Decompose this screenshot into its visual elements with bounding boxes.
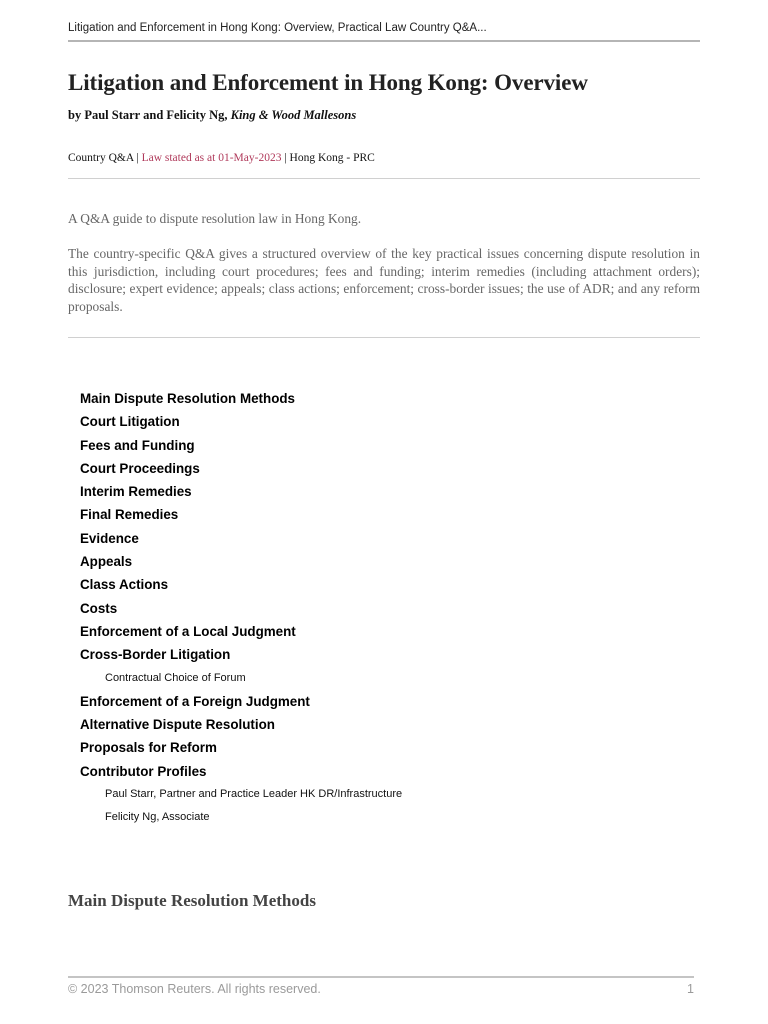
byline — [68, 108, 356, 123]
toc-item[interactable]: Court Litigation — [80, 414, 180, 430]
toc-item[interactable]: Enforcement of a Local Judgment — [80, 623, 296, 639]
byline-authors: by Paul Starr and Felicity Ng, — [68, 108, 231, 122]
meta-separator: | — [281, 152, 290, 164]
toc-item[interactable]: Evidence — [80, 530, 139, 546]
toc-item[interactable]: Main Dispute Resolution Methods — [80, 391, 295, 406]
footer-page-number: 1 — [687, 982, 694, 996]
meta-jurisdiction: Hong Kong - PRC — [289, 152, 375, 164]
toc-item[interactable]: Court Proceedings — [80, 460, 200, 476]
table-of-contents — [80, 387, 402, 830]
toc-item[interactable]: Proposals for Reform — [80, 740, 217, 756]
toc-subitem[interactable]: Felicity Ng, Associate — [105, 811, 210, 824]
running-header-title: Litigation and Enforcement in Hong Kong: Overview, Practical Law Country Q&A... — [68, 22, 700, 42]
toc-item[interactable]: Cross-Border Litigation — [80, 647, 231, 663]
section-heading: Main Dispute Resolution Methods — [68, 891, 316, 910]
toc-item[interactable]: Enforcement of a Foreign Judgment — [80, 693, 310, 709]
toc-subitem[interactable]: Paul Starr, Partner and Practice Leader HK DR/Infrastructure — [105, 788, 403, 801]
meta-type: Country Q&A — [68, 152, 134, 164]
toc-item[interactable]: Alternative Dispute Resolution — [80, 717, 275, 733]
toc-item[interactable]: Costs — [80, 600, 118, 616]
toc-item[interactable]: Fees and Funding — [80, 437, 195, 453]
intro-summary: A Q&A guide to dispute resolution law in Hong Kong. — [68, 211, 362, 226]
intro-divider — [68, 337, 700, 338]
page-footer — [68, 976, 694, 996]
toc-item[interactable]: Final Remedies — [80, 507, 179, 523]
meta-law-stated[interactable]: Law stated as at 01-May-2023 — [141, 152, 282, 164]
intro-description: The country-specific Q&A gives a structured overview of the key practical issues concerning dispute resolution in this jurisdiction, including court procedures; fees and funding; interim remedies (including attachment orders); disclosure; expert evidence; appeals; class actions; enforcement; cross-border issues; the use of ADR; and any reform proposals. — [68, 245, 700, 315]
toc-subitem[interactable]: Contractual Choice of Forum — [105, 671, 246, 684]
footer-copyright: © 2023 Thomson Reuters. All rights reserved. — [68, 982, 321, 996]
toc-item[interactable]: Appeals — [80, 554, 133, 570]
meta-separator: | — [133, 152, 142, 164]
document-meta — [68, 152, 700, 179]
byline-firm: King & Wood Mallesons — [230, 108, 357, 122]
intro — [68, 210, 700, 316]
toc-item[interactable]: Contributor Profiles — [80, 763, 207, 779]
document-title: Litigation and Enforcement in Hong Kong: Overview — [68, 70, 588, 95]
toc-item[interactable]: Interim Remedies — [80, 484, 192, 500]
toc-item[interactable]: Class Actions — [80, 577, 169, 593]
